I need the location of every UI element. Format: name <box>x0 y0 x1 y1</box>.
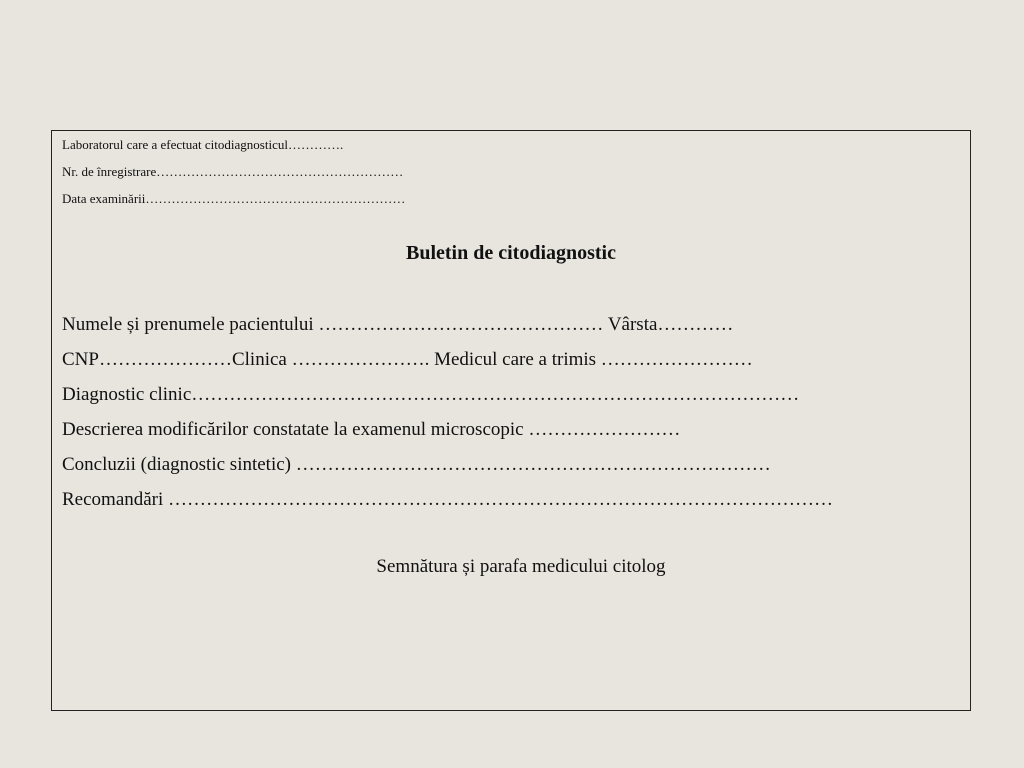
signature-line: Semnătura și parafa medicului citolog <box>376 556 666 577</box>
exam-date-line: Data examinării…………………………………………………… <box>62 191 406 206</box>
clinical-diagnosis-line: Diagnostic clinic…………………………………………………………………………………… <box>62 384 800 405</box>
microscopic-description-line: Descrierea modificărilor constatate la examenul microscopic …………………… <box>62 419 681 440</box>
cnp-clinic-doctor-line: CNP…………………Clinica …………………. Medicul care a trimis …………………… <box>62 349 753 370</box>
registration-line: Nr. de înregistrare………………………………………………… <box>62 164 404 179</box>
conclusions-line: Concluzii (diagnostic sintetic) ………………………………………………………………… <box>62 454 771 475</box>
laboratory-line: Laboratorul care a efectuat citodiagnosticul…………. <box>62 137 344 152</box>
cytodiagnosis-form <box>51 130 971 711</box>
patient-name-line: Numele și prenumele pacientului ……………………………………… Vârsta………… <box>62 314 734 335</box>
form-title: Buletin de citodiagnostic <box>405 242 616 264</box>
recommendations-line: Recomandări …………………………………………………………………………………………… <box>62 489 834 510</box>
